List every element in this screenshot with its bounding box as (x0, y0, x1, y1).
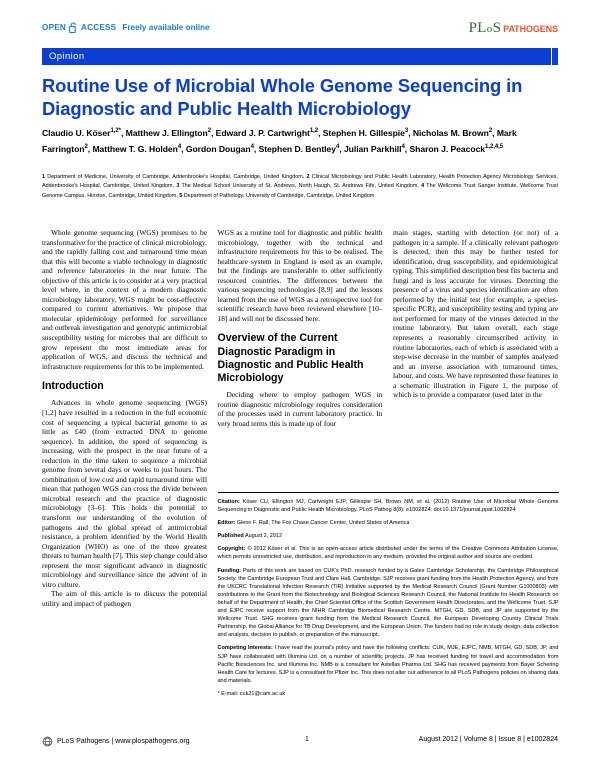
funding-entry (218, 567, 559, 640)
banner-end-cap (551, 48, 558, 65)
body-column-1 (42, 228, 207, 723)
copyright-text: © 2012 Köser et al. This is an open-access article distributed under the terms of the Creative Commons Attribution License, which permits unrestricted use, distribution, and reproduction in any medium, provided the original author and source are credited. (217, 546, 559, 561)
citation-entry (218, 498, 559, 514)
competing-interests-entry (218, 644, 559, 684)
body-column-3 (393, 228, 558, 486)
page-title: Routine Use of Microbial Whole Genome Sequencing in Diagnostic and Public Health Microbiology (42, 75, 523, 119)
journal-name-label: PATHOGENS (503, 24, 558, 34)
published-entry (218, 532, 559, 540)
email-entry: * E-mail: cuk21@cam.ac.uk (217, 690, 286, 697)
column3-paragraph-1: main stages, starting with detection (or not) of a pathogen in a sample. If a clinically relevant pathogen is detected, then this may be further tested for identification, drug susceptibility, and epidemiological typing. This simplified description best fits bacteria and fungi and is less accurate for viruses. Detecting the presence of a virus and species identification are often performed by the initial test (for example, a species-specific PCR), and susceptibility testing and typing are not performed for many of the viruses detected in the routine laboratory. But taken overall, each stage represents a reasonably circumscribed activity in routine laboratories, each of which is associated with a step-wise decrease in the number of samples analysed and an inverse association with turnaround times, labour, and costs. We have represented these features in a schematic illustration in Figure 1, the purpose of which is to provide a comparator (used later in the (393, 228, 558, 400)
footer-page-number: 1 (305, 736, 309, 743)
editor-label: Editor: (217, 520, 236, 527)
top-bar (42, 22, 558, 40)
article-type-banner (42, 48, 558, 65)
editor-text: Glenn F. Rall, The Fox Chase Cancer Center, United States of America (236, 520, 410, 527)
published-label: Published (217, 533, 244, 540)
open-access-badge (42, 22, 210, 33)
competing-interests-text: I have read the journal's policy and have the following conflicts: CUK, MJE, EJPC, NMB, MTGH, GD, SDB, JP, and SJP have collaborated with Illumina Ltd. on a number of scientific projects. JP has received funding for travel and accommodation from Pacific Biosciences Inc. and Illumina Inc. NMB is a consultant for Astellas Pharma Ltd. SHG has received payments from Bayer Schering Health Care for lectures. SJP is a consultant for Pfizer Inc. This does not alter our adherence to all PLoS Pathogens policies on sharing data and materials. (217, 645, 559, 684)
metadata-divider (218, 492, 559, 493)
citation-text: Köser CU, Ellington MJ, Cartwright EJP, Gillespie SH, Brown NM, et al. (2012) Routine Use of Microbial Whole Genome Sequencing in Diagnostic and Public Health Microbiology. PLoS Pathog 8(8): e1002824. doi:10.1371/journal.ppat.1002824 (217, 499, 559, 514)
intro-paragraph-2: The aim of this article is to discuss the potential utility and impact of pathogen (42, 589, 207, 608)
affiliation-list: 1 Department of Medicine, University of Cambridge, Addenbrooke's Hospital, Cambridge, United Kingdom, 2 Clinical Microbiology and Public Health Laboratory, Health Protection Agency Microbiology Services, Addenbrooke's Hospital, Cambridge, United Kingdom, 3 The Medical School University of St. Andrews, North Haugh, St. Andrews Fife, United Kingdom, 4 The Wellcome Trust Sanger Institute, Wellcome Trust Genome Campus, Hinxton, Cambridge, United Kingdom, 5 Department of Pathology, University of Cambridge, Cambridge, United Kingdom (42, 174, 558, 199)
plos-globe-icon (42, 736, 53, 747)
column2-paragraph-2: Deciding where to employ pathogen WGS in routine diagnostic microbiology requires consideration of the processes used in current laboratory practice. In very broad terms this is made up of four (217, 390, 383, 428)
section-heading-overview: Overview of the Current Diagnostic Paradigm in Diagnostic and Public Health Microbiology (217, 332, 364, 385)
funding-text: Parts of this work are based on CUK's PhD. research funded by a Gates Cambridge Scholarship, the Cambridge Philosophical Society, the Cambridge European Trust and Clare Hall, Cambridge. SJP receives grant funding from the Health Protection Agency, and from the UKCRC Translational Infection Research (TIR) Initiative supported by the Medical Research Council (Grant Number G1000803) with contributions to the Grant from the Biotechnology and Biological Sciences Research Council, the National Institute for Health Research on behalf of the Department of Health, the Chief Scientist Office of the Scottish Government Health Directorates, and the Wellcome Trust. SJP and EJPC receive support from the NIHR Cambridge Biomedical Research Centre. MTGH, GD, SDB, and JP are supported by the Wellcome Trust. SHG receives grant funding from the Medical Research Council, the European Developing Country Clinical Trials Partnership, the Global Alliance for TB Drug Development, and the European Union. The funders had no role in study design, data collection and analysis, decision to publish, or preparation of the manuscript. (217, 567, 559, 639)
editor-entry (218, 519, 559, 527)
footer-issue-info: August 2012 | Volume 8 | Issue 8 | e1002824 (418, 736, 558, 743)
footer-journal-label: PLoS Pathogens | www.plospathogens.org (57, 738, 190, 745)
article-metadata-block (218, 492, 559, 703)
plos-logo (469, 20, 558, 37)
freely-available-label: Freely available online (122, 23, 210, 32)
copyright-label: Copyright: (217, 546, 246, 553)
page-footer (42, 736, 558, 750)
author-list: Claudio U. Köser$^{1,2*}$, Matthew J. Ellington$^2$, Edward J. P. Cartwright$^{1,2}$, Stephen H. Gillespie$^3$, Nicholas M. Brown$^2$, Mark Farrington$^2$, Matthew T. G. Holden$^4$, Gordon Dougan$^4$, Stephen D. Bentley$^4$, Julian Parkhill$^4$, Sharon J. Peacock$^{1,2,4,5}$ (42, 127, 517, 155)
open-access-access-label: ACCESS (81, 23, 117, 32)
plos-wordmark: PLoS (468, 20, 502, 36)
competing-interests-label: Competing Interests: (217, 645, 273, 652)
open-access-open-label: OPEN (42, 23, 67, 32)
footer-journal-block (42, 736, 190, 747)
citation-label: Citation: (217, 499, 240, 505)
published-text: August 2, 2012 (245, 533, 283, 540)
copyright-entry (218, 545, 559, 561)
column2-paragraph-1: WGS as a routine tool for diagnostic and public health microbiology, together with the technical and infrastructure requirements for this to be realised. The healthcare system in England is used as an example, but the findings are transferable to other sufficiently resourced countries. The differences between the various sequencing technologies [8,9] and the lessons learned from the use of WGS as a retrospective tool for scientific research have been reviewed elsewhere [10–18] and will not be discussed here. (217, 228, 383, 323)
open-lock-icon (69, 22, 78, 33)
intro-paragraph-1: Advances in whole genome sequencing (WGS) [1,2] have resulted in a reduction in the full economic cost of sequencing a typical bacterial genome to as little as £40 (from extracted DNA to genome sequence). In addition, the speed of sequencing is increasing, with the prospect in the near future of a reduction in the time taken to sequence a microbial genome from several days or weeks to just hours. The combination of low cost and rapid turnaround time will mean that pathogen WGS can cross the divide between microbial research and the practice of diagnostic microbiology [3–6]. This holds the potential to transform our understanding of the evolution of pathogens and the global spread of antimicrobial resistance, a problem identified by the World Health Organization (WHO) as one of the three greatest threats to human health [7]. This step change could also represent the most significant advance in diagnostic microbiology and surveillance since the advent of in vitro culture. (42, 398, 207, 589)
funding-label: Funding: (217, 567, 242, 574)
article-type-label: Opinion (49, 51, 85, 62)
section-heading-introduction: Introduction (42, 380, 104, 393)
body-column-2 (218, 228, 383, 486)
abstract-paragraph: Whole genome sequencing (WGS) promises to be transformative for the practice of clinical microbiology, and the rapidly falling cost and turnaround time mean that this will become a viable technology in diagnostic and reference laboratories in the near future. The objective of this article is to consider at a very practical level where, in the context of a modern diagnostic microbiology laboratory, WGS might be cost-effective compared to current alternatives. We propose that molecular epidemiology performed for surveillance and outbreak investigation and genotypic antimicrobial susceptibility testing for microbes that are difficult to grow represent the most immediate areas for application of WGS, and discuss the technical and infrastructure requirements for this to be implemented. (42, 228, 207, 371)
